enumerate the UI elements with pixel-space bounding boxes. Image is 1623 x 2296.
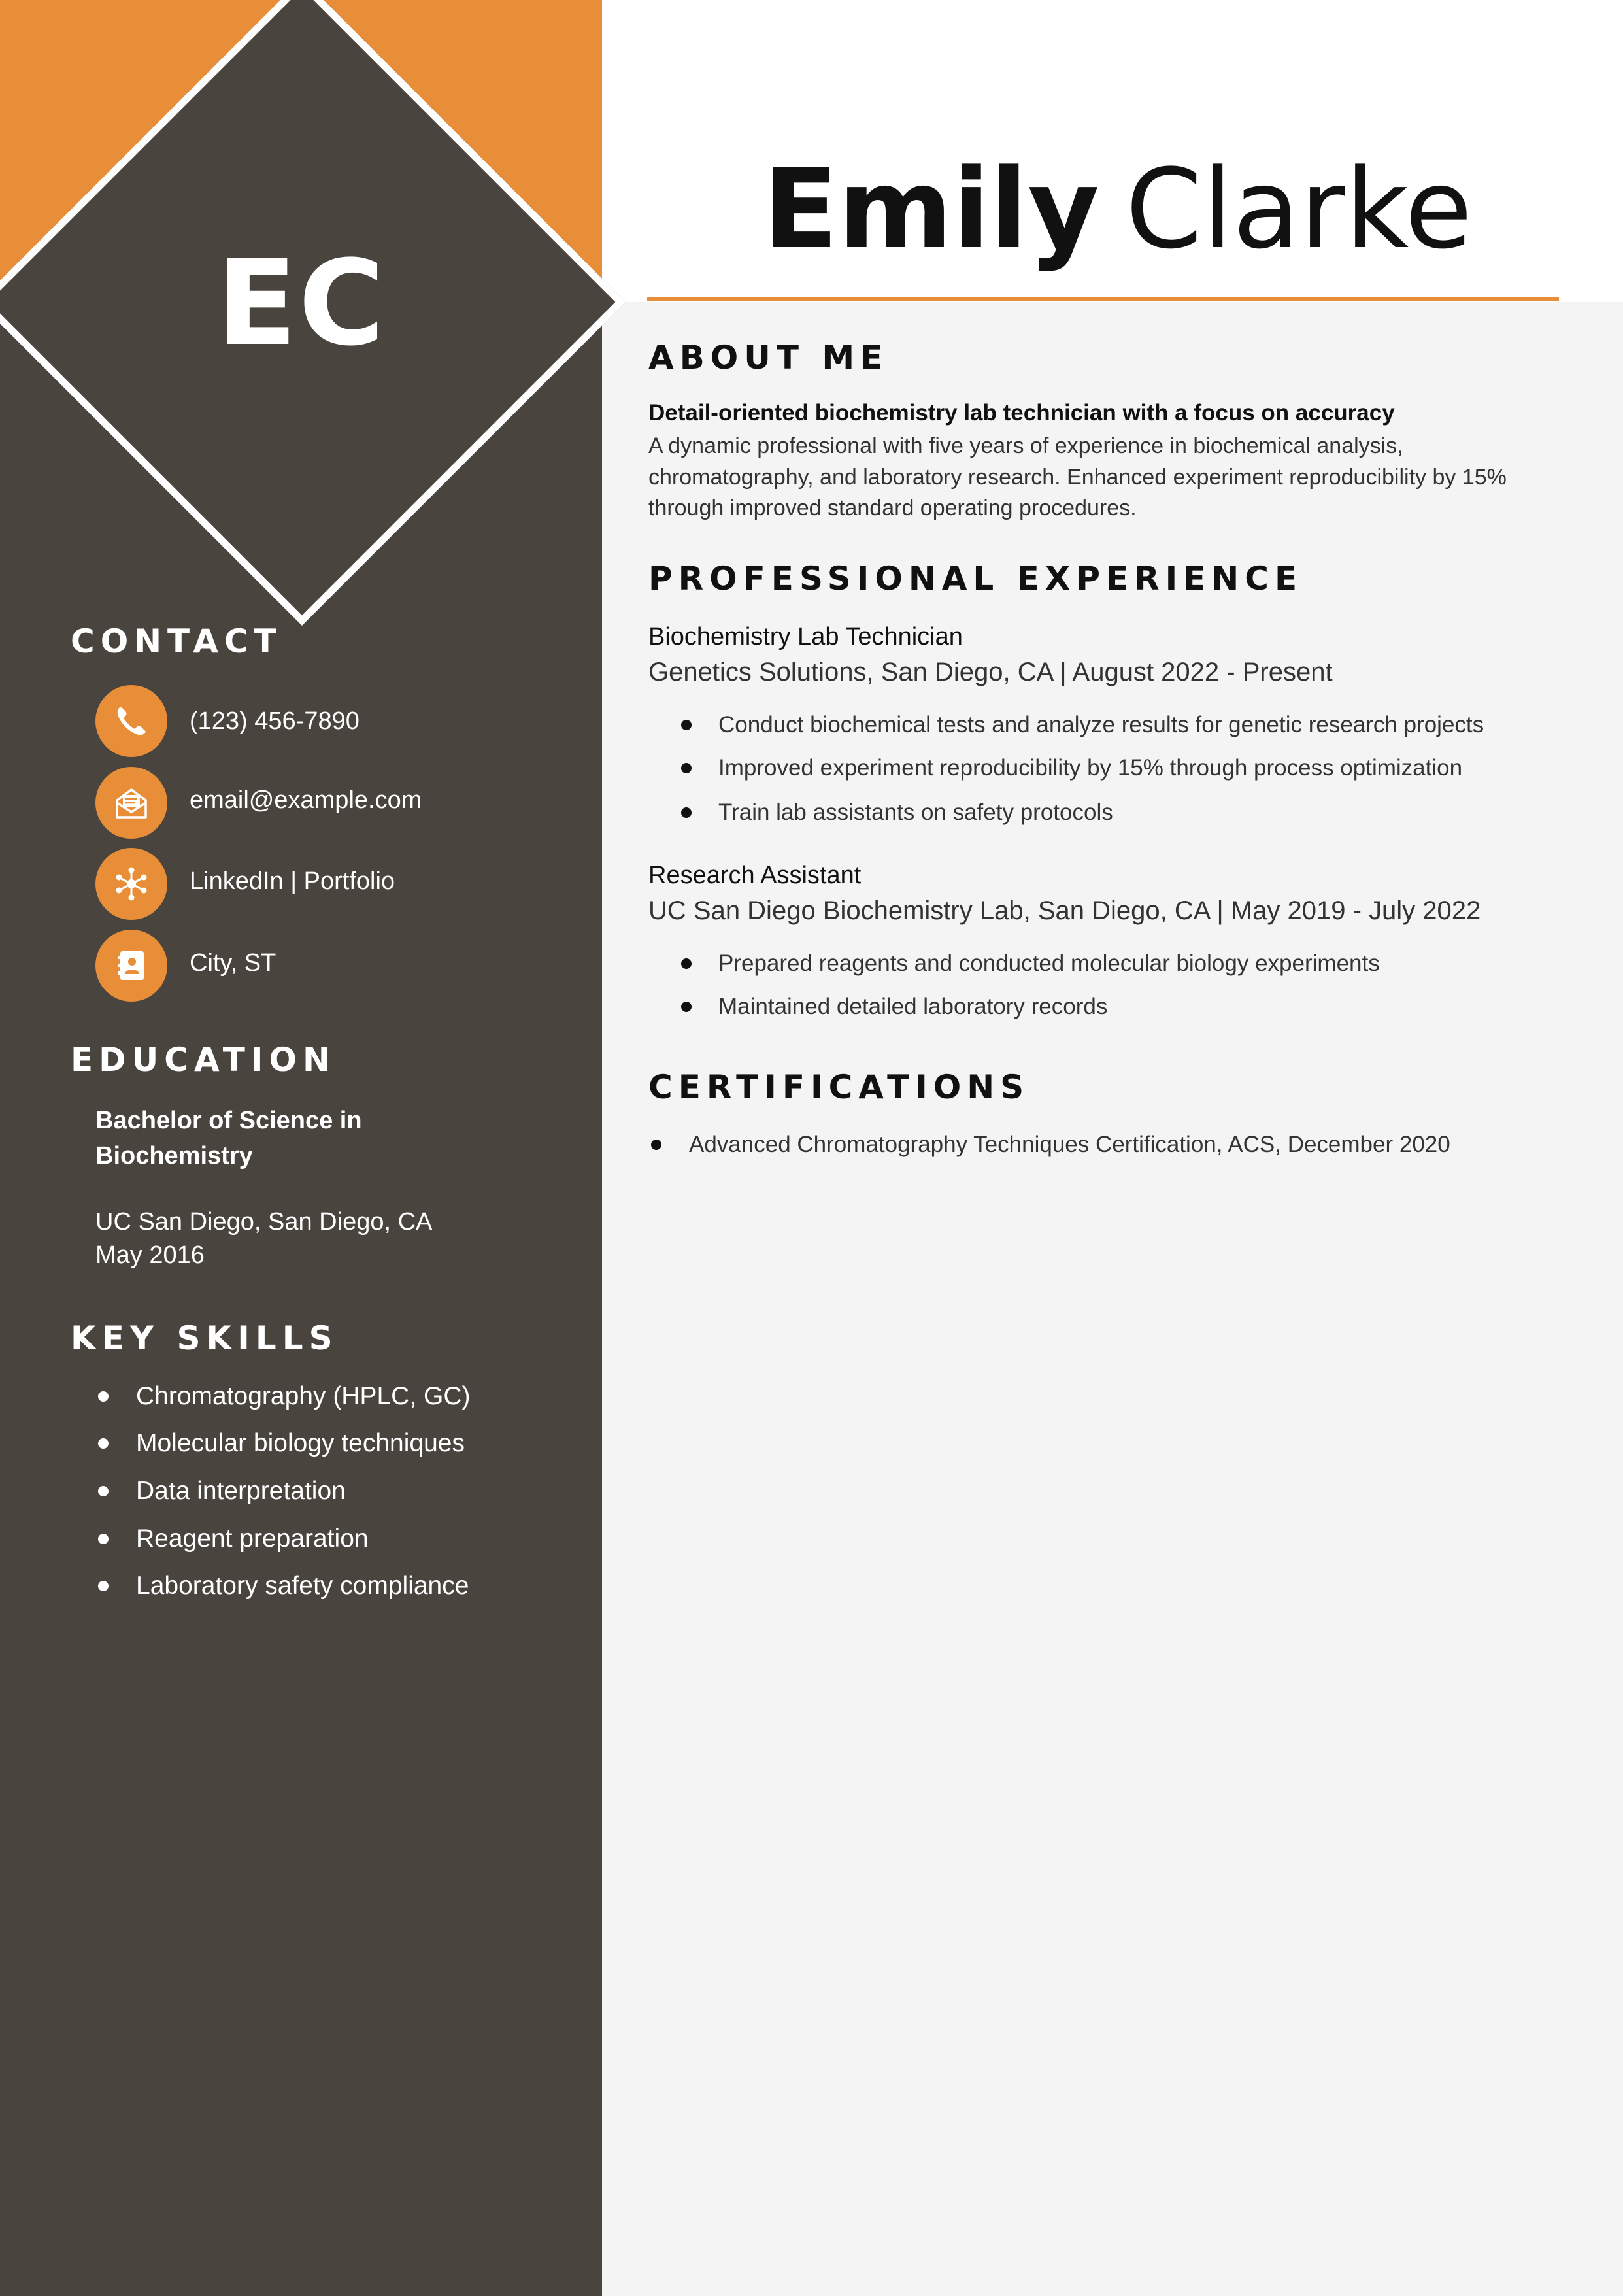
- contact-phone[interactable]: (123) 456-7890: [190, 707, 360, 735]
- job-bullet: Conduct biochemical tests and analyze results for genetic research projects: [718, 712, 1484, 737]
- bullet-icon: [681, 763, 692, 773]
- about-heading: ABOUT ME: [648, 339, 889, 377]
- contact-heading: CONTACT: [71, 622, 282, 660]
- bullet-icon: [98, 1486, 109, 1496]
- about-line: through improved standard operating procedures.: [648, 496, 1137, 520]
- job-title: Research Assistant: [648, 862, 862, 889]
- job-bullet: Improved experiment reproducibility by 15% through process optimization: [718, 755, 1463, 781]
- bullet-icon: [651, 1140, 661, 1150]
- bullet-icon: [98, 1581, 109, 1591]
- job-company-dates: Genetics Solutions, San Diego, CA | August 2022 - Present: [648, 658, 1333, 686]
- experience-heading: PROFESSIONAL EXPERIENCE: [648, 560, 1303, 598]
- certification-item: Advanced Chromatography Techniques Certification, ACS, December 2020: [689, 1132, 1450, 1157]
- certifications-heading: CERTIFICATIONS: [648, 1068, 1030, 1106]
- about-tagline: Detail-oriented biochemistry lab technician with a focus on accuracy: [648, 400, 1395, 426]
- last-name: Clarke: [1125, 145, 1473, 273]
- bullet-icon: [681, 807, 692, 818]
- bullet-icon: [681, 958, 692, 969]
- job-bullet: Maintained detailed laboratory records: [718, 994, 1108, 1019]
- skill-item: Laboratory safety compliance: [136, 1572, 469, 1600]
- skills-heading: KEY SKILLS: [71, 1319, 339, 1357]
- bullet-icon: [98, 1534, 109, 1544]
- network-icon: [95, 848, 167, 920]
- bullet-icon: [98, 1391, 109, 1402]
- candidate-name: [647, 131, 1588, 288]
- degree: [95, 1103, 566, 1173]
- skill-item: Reagent preparation: [136, 1525, 369, 1553]
- first-name: Emily: [763, 145, 1099, 273]
- about-line: chromatography, and laboratory research. Enhanced experiment reproducibility by 15%: [648, 465, 1507, 490]
- phone-icon: [95, 685, 167, 757]
- degree-line-1: Bachelor of Science in: [95, 1107, 362, 1134]
- bullet-icon: [681, 1002, 692, 1012]
- skill-item: Molecular biology techniques: [136, 1429, 465, 1457]
- job-company-dates: UC San Diego Biochemistry Lab, San Diego, CA | May 2019 - July 2022: [648, 896, 1481, 925]
- graduation-date: May 2016: [95, 1241, 205, 1269]
- bullet-icon: [681, 720, 692, 730]
- job-bullet: Prepared reagents and conducted molecular biology experiments: [718, 951, 1380, 976]
- contact-links[interactable]: LinkedIn | Portfolio: [190, 868, 395, 895]
- skill-item: Chromatography (HPLC, GC): [136, 1382, 471, 1410]
- bullet-icon: [98, 1438, 109, 1449]
- contact-email[interactable]: email@example.com: [190, 786, 422, 814]
- education-heading: EDUCATION: [71, 1041, 336, 1079]
- address-book-icon: [95, 930, 167, 1002]
- contact-location: City, ST: [190, 949, 276, 977]
- job-bullet: Train lab assistants on safety protocols: [718, 800, 1113, 825]
- skill-item: Data interpretation: [136, 1477, 346, 1505]
- job-title: Biochemistry Lab Technician: [648, 623, 963, 650]
- degree-line-2: Biochemistry: [95, 1142, 253, 1170]
- school: UC San Diego, San Diego, CA: [95, 1208, 433, 1236]
- name-divider: [647, 297, 1559, 301]
- monogram: EC: [216, 235, 386, 372]
- email-icon: [95, 767, 167, 839]
- about-line: A dynamic professional with five years of experience in biochemical analysis,: [648, 433, 1403, 458]
